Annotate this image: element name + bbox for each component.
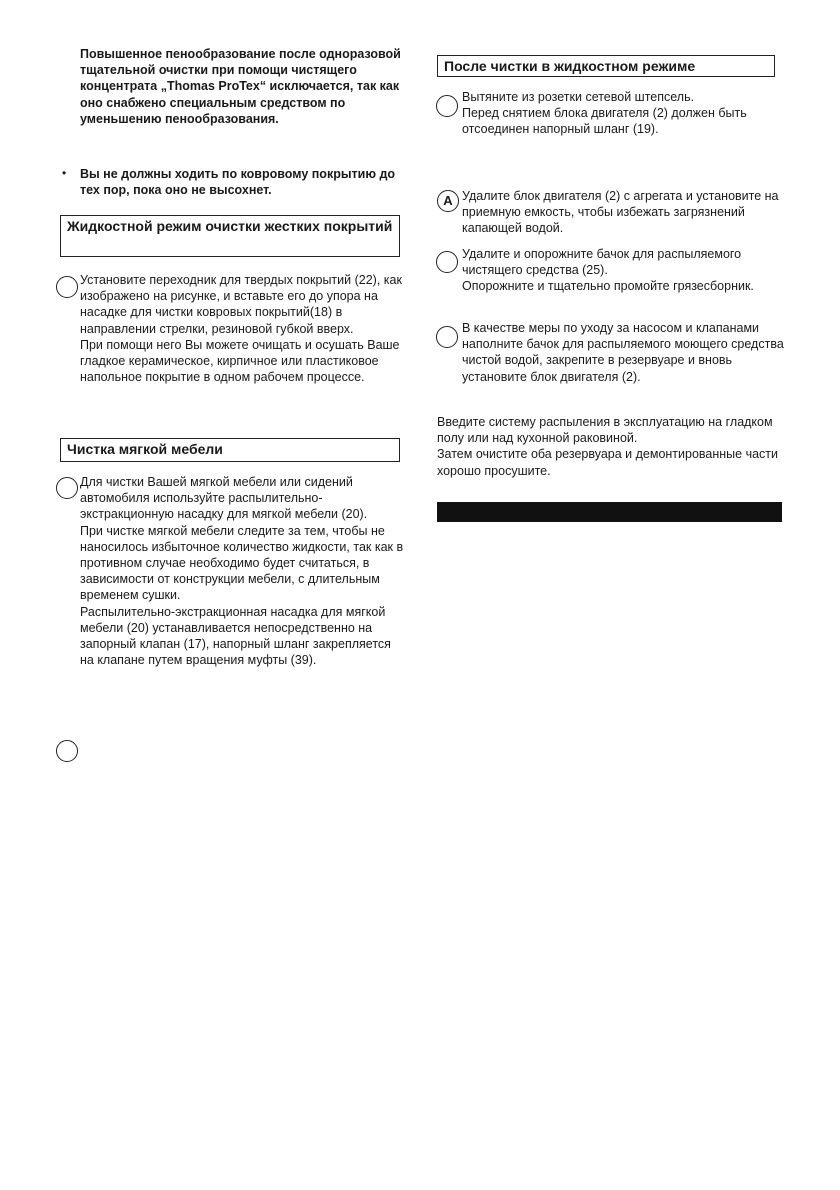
step-marker-circle: [436, 251, 458, 273]
after-wet-cleaning-heading: После чистки в жидкостном режиме: [437, 55, 775, 77]
black-section-bar: [437, 502, 782, 522]
hard-floor-step-text: Установите переходник для твердых покрытий (22), как изображено на рисунке, и вставьте его до упора на насадке для чистки ковровых покрытий(18) в направлении стрелки, резиновой губкой вверх. При помощи него Вы можете очищать и осушать Ваше гладкое керамическое, кирпичное или пластиковое напольное покрытие в одном рабочем процессе.: [80, 273, 402, 385]
remove-motor-step-text: Удалите блок двигателя (2) с агрегата и установите на приемную емкость, чтобы избежать загрязнений капающей водой.: [462, 189, 779, 236]
bullet-dot: •: [62, 166, 67, 180]
intro-foam-note: Повышенное пенообразование после одноразовой тщательной очистки при помощи чистящего концентрата „Thomas ProTex“ исключается, так как оно снабжено специальным средством по уменьшению пенообразования.: [80, 47, 401, 126]
empty-tank-step-text: Удалите и опорожните бачок для распыляемого чистящего средства (25). Опорожните и тщательно промойте грязесборник.: [462, 247, 754, 294]
step-marker-circle: [56, 740, 78, 762]
closing-paragraph: Введите систему распыления в эксплуатацию на гладком полу или над кухонной раковиной. Затем очистите оба резервуара и демонтированные части хорошо просушите.: [437, 415, 778, 478]
bullet-drying-note: Вы не должны ходить по ковровому покрытию до тех пор, пока оно не высохнет.: [80, 167, 396, 198]
step-marker-circle: [436, 95, 458, 117]
hard-floor-heading: Жидкостной режим очистки жестких покрытий: [60, 215, 400, 257]
upholstery-heading: Чистка мягкой мебели: [60, 438, 400, 462]
upholstery-step-text: Для чистки Вашей мягкой мебели или сидений автомобиля используйте распылительно-экстракционную насадку для мягкой мебели (20). При чистке мягкой мебели следите за тем, чтобы не наносилось избыточное количество жидкости, так как в противном случае необходимо будет считаться, в зависимости от конструкции мебели, с длительным временем сушки. Распылительно-экстракционная насадка для мягкой мебели (20) устанавливается непосредственно на запорный клапан (17), напорный шланг закрепляется на клапане путем вращения муфты (39).: [80, 475, 404, 668]
step-marker-circle: [436, 326, 458, 348]
unplug-step-text: Вытяните из розетки сетевой штепсель. Перед снятием блока двигателя (2) должен быть отсоединен напорный шланг (19).: [462, 90, 747, 137]
step-marker-a: A: [437, 190, 459, 212]
step-marker-circle: [56, 276, 78, 298]
step-marker-circle: [56, 477, 78, 499]
pump-care-step-text: В качестве меры по уходу за насосом и клапанами наполните бачок для распыляемого моющего средства чистой водой, закрепите в резервуаре и вновь установите блок двигателя (2).: [462, 321, 784, 384]
